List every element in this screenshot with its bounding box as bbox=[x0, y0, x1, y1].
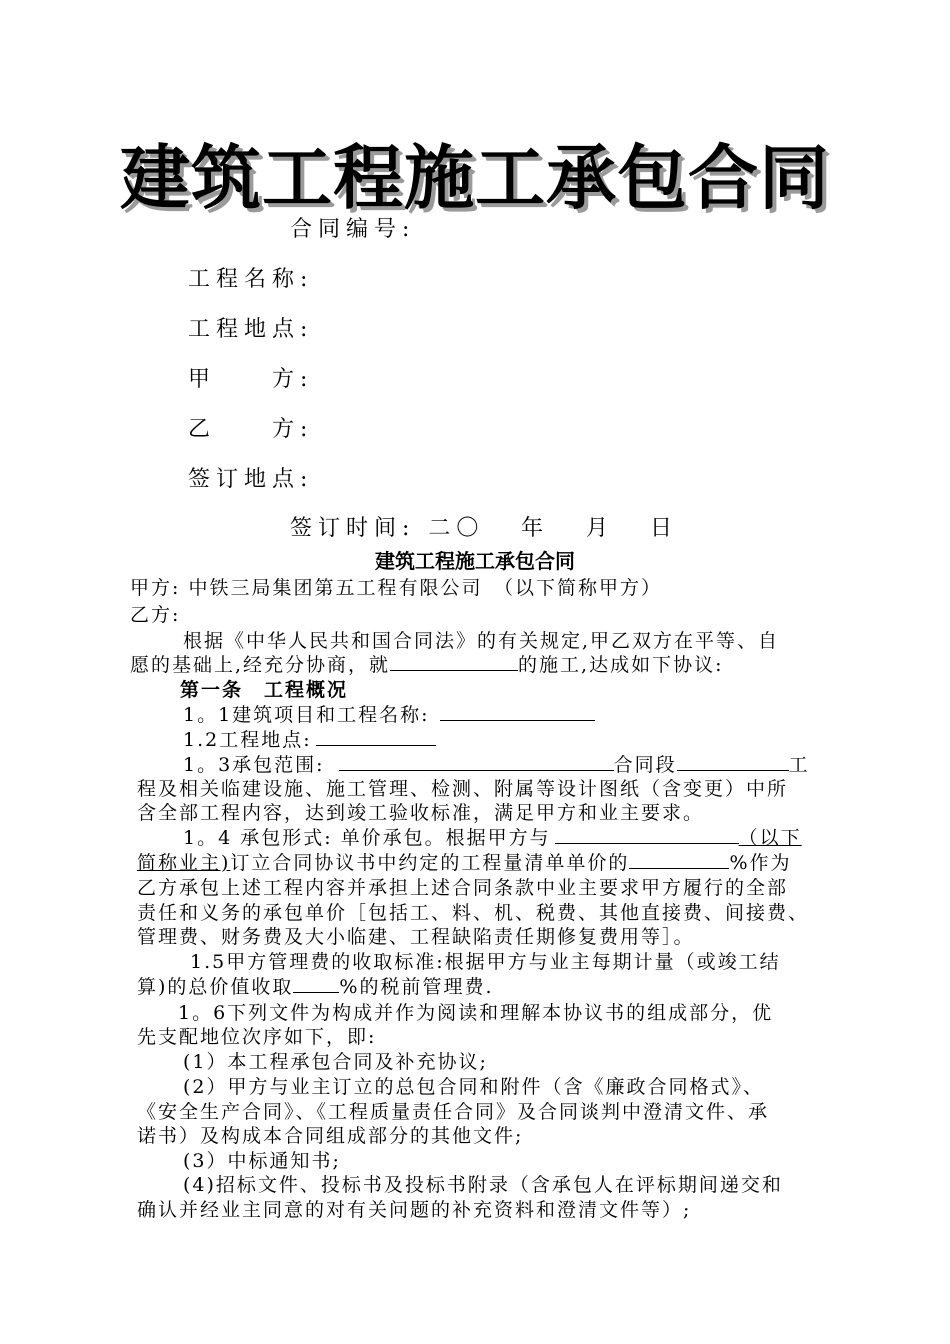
item-1-1-text: 1。1建筑项目和工程名称: bbox=[183, 704, 430, 726]
intro-line-2 bbox=[130, 650, 724, 677]
intro-text-b: 的施工,达成如下协议: bbox=[518, 654, 724, 676]
sign-time-label: 签订时间: 二〇 bbox=[290, 516, 485, 541]
sign-day: 日 bbox=[650, 516, 679, 541]
sign-year: 年 bbox=[521, 516, 550, 541]
owner-blank[interactable] bbox=[555, 825, 739, 844]
item-1-3 bbox=[183, 750, 810, 777]
list-item-2-line-1: (2）甲方与业主订立的总包合同和附件（含《廉政合同格式》、 bbox=[183, 1076, 765, 1098]
item-1-3-text-a: 1。3承包范围: bbox=[183, 754, 325, 776]
item-1-6-line-2: 先支配地位次序如下，即: bbox=[137, 1026, 377, 1048]
scope-blank[interactable] bbox=[339, 752, 614, 771]
list-item-2-line-2: 《安全生产合同》、《工程质量责任合同》及合同谈判中澄清文件、承 bbox=[137, 1101, 770, 1123]
article-1-heading: 第一条 工程概况 bbox=[180, 679, 349, 701]
project-name-label: 工程名称: bbox=[188, 267, 314, 292]
item-1-5-line-1: 1.5甲方管理费的收取标准:根据甲方与业主每期计量（或竣工结 bbox=[190, 951, 781, 973]
item-1-2 bbox=[183, 725, 436, 752]
list-item-1: (1）本工程承包合同及补充协议; bbox=[183, 1051, 488, 1073]
item-1-4-text-b: （以下 bbox=[738, 827, 802, 849]
intro-line-1: 根据《中华人民共和国合同法》的有关规定,甲乙双方在平等、自 bbox=[183, 630, 780, 652]
location-blank[interactable] bbox=[316, 727, 436, 746]
item-1-6-line-1: 1。6下列文件为构成并作为阅读和理解本协议书的组成部分，优 bbox=[178, 1002, 774, 1024]
section-blank[interactable] bbox=[677, 752, 789, 771]
cover-title: 建筑工程施工承包合同 bbox=[120, 137, 830, 219]
item-1-4-line-2 bbox=[137, 848, 792, 875]
sign-month: 月 bbox=[586, 516, 615, 541]
party-b-line: 乙方: bbox=[130, 604, 181, 626]
project-location-label: 工程地点: bbox=[188, 317, 314, 342]
item-1-3-line-2: 程及相关临建设施、施工管理、检测、附属等设计图纸（含变更）中所 bbox=[137, 778, 789, 800]
item-1-4-line-3: 乙方承包上述工程内容并承担上述合同条款中业主要求甲方履行的全部 bbox=[137, 877, 789, 899]
percent-blank[interactable] bbox=[629, 850, 729, 869]
project-blank[interactable] bbox=[390, 652, 518, 671]
list-item-4-line-2: 确认并经业主同意的对有关问题的补充资料和澄清文件等）; bbox=[137, 1199, 692, 1221]
intro-text-a: 愿的基础上,经充分协商，就 bbox=[130, 654, 391, 676]
item-1-4-line-2-tail: %作为 bbox=[729, 852, 792, 874]
party-a-label: 甲 方: bbox=[188, 367, 314, 392]
sign-place-label: 签订地点: bbox=[188, 467, 314, 492]
item-1-5-line-2 bbox=[137, 972, 494, 999]
contract-number-label: 合同编号: bbox=[290, 217, 416, 242]
list-item-3: (3）中标通知书; bbox=[183, 1150, 341, 1172]
item-1-3-text-c: 工 bbox=[788, 754, 810, 776]
item-1-4-line-2-text: 订立合同协议书中约定的工程量清单单价的 bbox=[230, 852, 630, 874]
item-1-3-text-b: 合同段 bbox=[613, 754, 677, 776]
item-1-1 bbox=[183, 700, 595, 727]
item-1-4-line-4: 责任和义务的承包单价［包括工、料、机、税费、其他直接费、间接费、 bbox=[137, 902, 810, 924]
item-1-5-text-a: 算)的总价值收取 bbox=[137, 976, 294, 998]
item-1-3-line-3: 含全部工程内容，达到竣工验收标准，满足甲方和业主要求。 bbox=[137, 802, 705, 824]
fee-percent-blank[interactable] bbox=[293, 974, 339, 993]
owner-abbrev: 简称业主) bbox=[137, 852, 231, 874]
party-a-line: 甲方: 中铁三局集团第五工程有限公司 （以下简称甲方） bbox=[130, 577, 662, 599]
item-1-4 bbox=[183, 823, 802, 850]
project-name-blank[interactable] bbox=[440, 702, 595, 721]
item-1-4-line-5: 管理费、财务费及大小临建、工程缺陷责任期修复费用等］。 bbox=[137, 926, 695, 948]
item-1-2-text: 1.2工程地点: bbox=[183, 729, 312, 751]
item-1-4-text-a: 1。4 承包形式: 单价承包。根据甲方与 bbox=[183, 827, 551, 849]
party-b-label: 乙 方: bbox=[188, 417, 314, 442]
body-title: 建筑工程施工承包合同 bbox=[375, 549, 575, 573]
list-item-2-line-3: 诺书）及构成本合同组成部分的其他文件; bbox=[137, 1125, 524, 1147]
list-item-4-line-1: (4)招标文件、投标书及投标书附录（含承包人在评标期间递交和 bbox=[183, 1174, 783, 1196]
item-1-5-text-b: %的税前管理费. bbox=[339, 976, 494, 998]
